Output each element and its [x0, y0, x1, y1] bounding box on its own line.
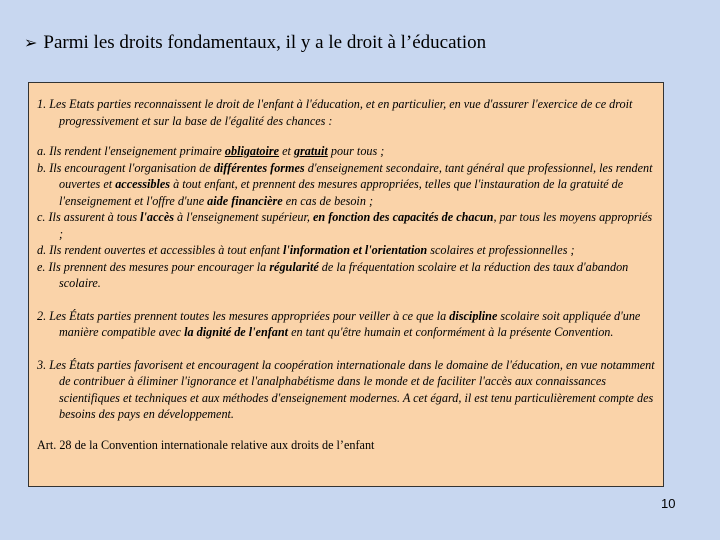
article-text-box — [28, 82, 664, 487]
emphasis-gratuit: gratuit — [293, 144, 328, 158]
emphasis-differentes-formes: différentes formes — [213, 160, 305, 175]
item-e: e. Ils prennent des mesures pour encourager la régularité de la fréquentation scolaire et la réduction des taux d'abandon scolaire. — [37, 259, 629, 290]
source-citation: Art. 28 de la Convention internationale relative aux droits de l’enfant — [37, 437, 375, 452]
emphasis-information-orientation: l'information et l'orientation — [282, 243, 428, 257]
slide-heading — [24, 30, 486, 56]
emphasis-regularite: régularité — [269, 259, 319, 274]
item-d: d. Ils rendent ouvertes et accessibles à tout enfant l'information et l'orientation scolaires et professionnelles ; — [37, 243, 575, 257]
arrow-bullet-icon: ➢ — [24, 33, 38, 52]
emphasis-dignite: la dignité de l'enfant — [184, 325, 289, 339]
paragraph-1: 1. Les Etats parties reconnaissent le droit de l'enfant à l'éducation, et en particulier, en vue d'assurer l'exercice de ce droit progressivement et sur la base de l'égalité des chances : — [37, 97, 633, 128]
paragraph-2: 2. Les États parties prennent toutes les mesures appropriées pour veiller à ce que la discipline scolaire soit appliquée d'une manière compatible avec la dignité de l'enfant en tant qu'être humain et conformément à la présente Convention. — [37, 308, 641, 339]
emphasis-obligatoire: obligatoire — [224, 144, 280, 158]
heading-text: Parmi les droits fondamentaux, il y a le droit à l’éducation — [43, 32, 487, 53]
emphasis-accessibles: accessibles — [115, 177, 171, 191]
emphasis-discipline: discipline — [449, 308, 498, 323]
emphasis-capacites: en fonction des capacités de chacun — [313, 210, 494, 224]
paragraph-3: 3. Les États parties favorisent et encouragent la coopération internationale dans le domaine de l'éducation, en vue notamment de contribuer à éliminer l'ignorance et l'analphabétisme dans le monde et de faciliter l'accès aux connaissances scientifiques et techniques et aux méthodes d'enseignement modernes. A cet égard, il est tenu particulièrement compte des besoins des pays en développement. — [37, 357, 655, 421]
emphasis-aide-financiere: aide financière — [207, 193, 283, 208]
item-b: b. Ils encouragent l'organisation de différentes formes d'enseignement secondaire, tant général que professionnel, les rendent ouvertes et accessibles à tout enfant, et prennent des mesures appropriées, telles que l'instauration de la gratuité de l'enseignement et l'offre d'une aide financière en cas de besoin ; — [37, 160, 653, 208]
emphasis-acces: l'accès — [140, 210, 174, 224]
page-number: 10 — [661, 496, 676, 511]
item-a: a. Ils rendent l'enseignement primaire obligatoire et gratuit pour tous ; — [37, 144, 385, 158]
item-c: c. Ils assurent à tous l'accès à l'enseignement supérieur, en fonction des capacités de chacun, par tous les moyens appropriés ; — [37, 210, 653, 241]
